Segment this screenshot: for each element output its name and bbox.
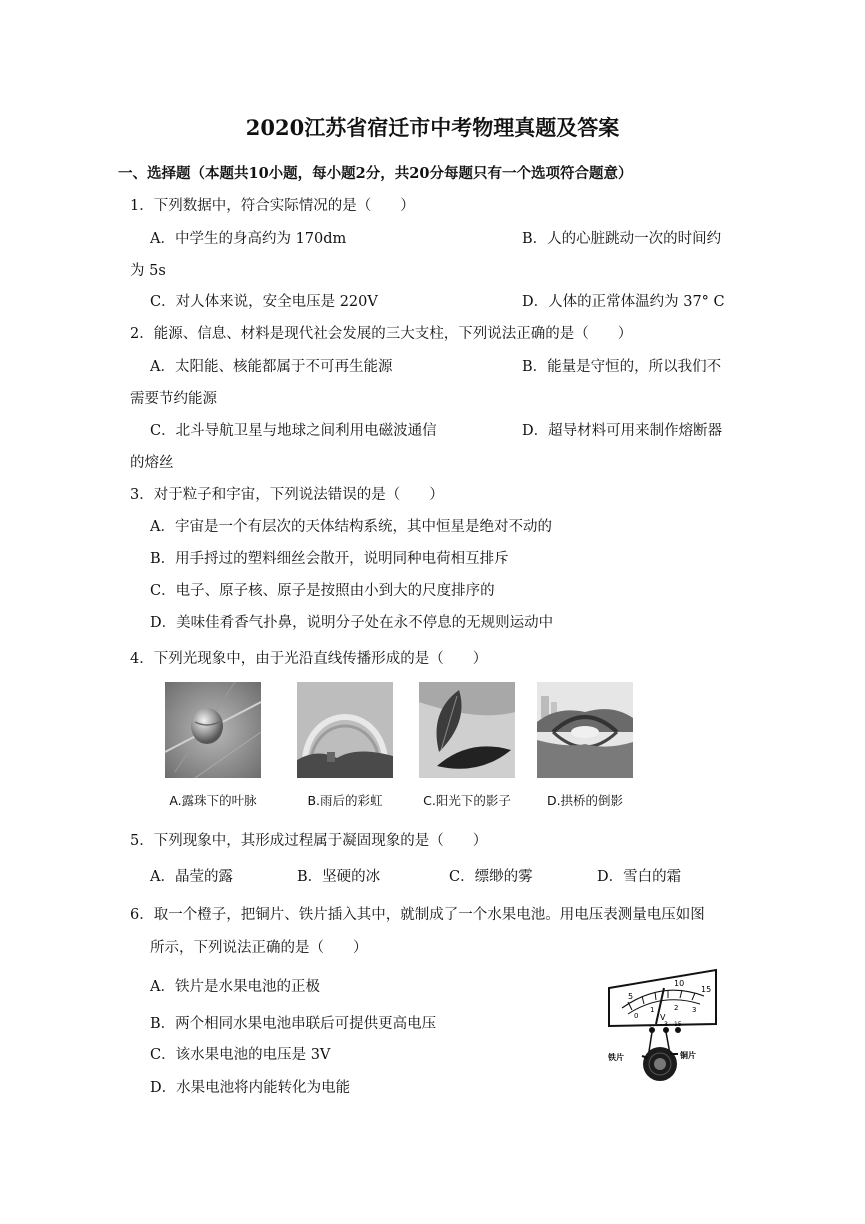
- rainbow-photo: [297, 682, 393, 778]
- q5-option-a: A．晶莹的露: [150, 869, 233, 885]
- q2-option-a: A．太阳能、核能都属于不可再生能源: [150, 359, 393, 375]
- q2-option-d: D．超导材料可用来制作熔断器: [522, 423, 723, 439]
- q6-option-c: C．该水果电池的电压是 3V: [150, 1047, 331, 1063]
- q6-option-a: A．铁片是水果电池的正极: [150, 979, 320, 995]
- iron-plate-label: 铁片: [608, 1053, 624, 1062]
- meter-unit: V: [660, 1013, 666, 1022]
- leaf-shadow-photo: [419, 682, 515, 778]
- q1-option-c: C．对人体来说，安全电压是 220V: [150, 294, 378, 310]
- q2-option-d-continued: 的熔丝: [130, 455, 174, 471]
- q1-option-b: B．人的心脏跳动一次的时间约: [522, 231, 722, 247]
- q4-caption-d: D.拱桥的倒影: [546, 793, 624, 808]
- meter-terminal-3: 3: [664, 1021, 668, 1028]
- q3-option-c: C．电子、原子核、原子是按照由小到大的尺度排序的: [150, 583, 495, 599]
- arch-bridge-photo: [537, 682, 633, 778]
- q3-stem: 3．对于粒子和宇宙，下列说法错误的是（ ）: [130, 487, 444, 503]
- q1-stem: 1．下列数据中，符合实际情况的是（ ）: [130, 198, 415, 214]
- q6-stem-continued: 所示，下列说法正确的是（ ）: [150, 940, 368, 956]
- q3-option-d: D．美味佳肴香气扑鼻，说明分子处在永不停息的无规则运动中: [150, 615, 554, 631]
- q5-option-d: D．雪白的霜: [597, 869, 682, 885]
- meter-terminal-15: 15: [674, 1021, 682, 1028]
- q2-option-b-continued: 需要节约能源: [130, 391, 217, 407]
- q1-option-a: A．中学生的身高约为 170dm: [150, 231, 347, 247]
- q1-option-b-continued: 为 5s: [130, 263, 166, 279]
- section-heading: 一、选择题（本题共10小题，每小题2分，共20分每题只有一个选项符合题意）: [118, 165, 633, 182]
- q4-caption-b: B.雨后的彩虹: [307, 793, 383, 808]
- q2-option-c: C．北斗导航卫星与地球之间利用电磁波通信: [150, 423, 437, 439]
- meter-scale-0: 0: [634, 1012, 639, 1020]
- copper-plate-label: 铜片: [680, 1051, 696, 1060]
- meter-scale-2: 2: [674, 1004, 679, 1012]
- q3-option-b: B．用手捋过的塑料细丝会散开，说明同种电荷相互排斥: [150, 551, 509, 567]
- voltmeter-figure: [604, 966, 722, 1086]
- q2-option-b: B．能量是守恒的，所以我们不: [522, 359, 722, 375]
- q6-option-d: D．水果电池将内能转化为电能: [150, 1080, 351, 1096]
- meter-scale-3: 3: [692, 1006, 697, 1014]
- q6-stem: 6．取一个橙子，把铜片、铁片插入其中，就制成了一个水果电池。用电压表测量电压如图: [130, 907, 705, 923]
- meter-scale-1: 1: [650, 1006, 655, 1014]
- dewdrop-photo: [165, 682, 261, 778]
- meter-scale-10: 10: [674, 979, 685, 988]
- q5-option-c: C．缥缈的雾: [449, 869, 533, 885]
- meter-terminal-minus: -: [649, 1023, 652, 1030]
- q4-caption-a: A.露珠下的叶脉: [169, 793, 257, 808]
- q5-stem: 5．下列现象中，其形成过程属于凝固现象的是（ ）: [130, 833, 488, 849]
- meter-scale-15: 15: [701, 985, 712, 994]
- q2-stem: 2．能源、信息、材料是现代社会发展的三大支柱，下列说法正确的是（ ）: [130, 326, 633, 342]
- q5-option-b: B．坚硬的冰: [297, 869, 381, 885]
- q4-stem: 4．下列光现象中，由于光沿直线传播形成的是（ ）: [130, 651, 488, 667]
- q6-option-b: B．两个相同水果电池串联后可提供更高电压: [150, 1016, 437, 1032]
- q1-option-d: D．人体的正常体温约为 37° C: [522, 294, 725, 310]
- page-title: 2020江苏省宿迁市中考物理真题及答案: [245, 115, 620, 140]
- meter-scale-0-top: 5: [628, 992, 634, 1001]
- q3-option-a: A．宇宙是一个有层次的天体结构系统，其中恒星是绝对不动的: [150, 519, 552, 535]
- q4-caption-c: C.阳光下的影子: [423, 793, 511, 808]
